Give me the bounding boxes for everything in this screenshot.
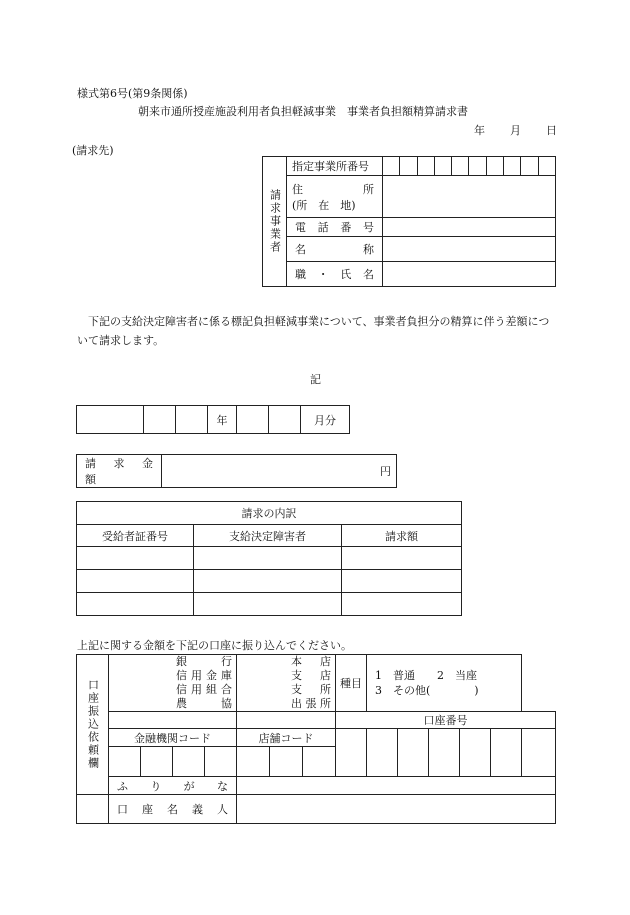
name-label: 名 称 [287,237,383,262]
designated-number-cell[interactable] [434,157,451,176]
designated-number-label: 指定事業所番号 [287,157,383,176]
breakdown-table [76,501,462,616]
period-table [76,405,350,434]
address-label-2: (所 在 地) [292,198,356,212]
account-type-option-1: 1 普通 2 当座 [375,669,477,682]
institution-code-cell[interactable] [173,747,205,777]
institution-code-cell[interactable] [109,747,141,777]
form-title: 朝来市通所授産施設利用者負担軽減事業 事業者負担額精算請求書 [138,105,468,118]
claimant-section-label: 請求事業者 [263,157,287,287]
amount-label: 請 求 金 額 [77,455,162,488]
furigana-field[interactable] [237,777,556,795]
claim-amount-cell[interactable] [342,593,462,616]
transfer-note: 上記に関する金額を下記の口座に振り込んでください。 [77,639,352,652]
account-type-option-2: 3 その他( ) [375,684,479,697]
period-cell[interactable] [144,406,176,434]
account-number-cell[interactable] [336,729,367,777]
account-holder-label: 口 座 名 義 人 [109,795,237,824]
designated-number-cell[interactable] [521,157,538,176]
bank-type-cell[interactable] [109,655,237,712]
ki-label: 記 [310,373,321,386]
table-row [77,570,462,593]
account-number-label: 口座番号 [336,712,556,729]
account-holder-field[interactable] [237,795,556,824]
branch-type-cell[interactable] [237,655,336,712]
period-cell[interactable] [176,406,208,434]
date-month: 月 [510,124,521,137]
period-cell[interactable] [77,406,144,434]
branch-type-branch: 支 店 [291,669,331,682]
bank-type-shinkin: 信用金庫 [176,669,232,682]
designated-number-cell[interactable] [486,157,503,176]
furigana-label: ふ り が な [109,777,237,795]
branch-type-office: 出張所 [291,697,331,710]
breakdown-title: 請求の内訳 [77,502,462,525]
amount-table [76,454,397,488]
phone-label: 電 話 番 号 [287,218,383,237]
period-month-label: 月分 [301,406,350,434]
date-day: 日 [546,124,557,137]
addressee: (請求先) [72,144,114,157]
branch-code-cell[interactable] [237,747,270,777]
title-name-field[interactable] [383,262,556,287]
designated-number-cell[interactable] [400,157,417,176]
designated-number-cell[interactable] [417,157,434,176]
branch-code-cell[interactable] [303,747,336,777]
institution-code-cell[interactable] [141,747,173,777]
table-row [77,547,462,570]
branch-type-spacer [237,712,336,729]
bank-table [76,654,556,824]
period-cell[interactable] [269,406,301,434]
col-disabled-person: 支給決定障害者 [194,525,342,547]
account-number-cell[interactable] [398,729,429,777]
form-number: 様式第6号(第9条関係) [77,87,188,100]
disabled-person-cell[interactable] [194,547,342,570]
bank-type-bank: 銀 行 [176,655,232,668]
address-field[interactable] [383,176,556,218]
col-claim-amount: 請求額 [342,525,462,547]
designated-number-cell[interactable] [383,157,400,176]
disabled-person-cell[interactable] [194,570,342,593]
designated-number-cell[interactable] [452,157,469,176]
branch-type-sub: 支 所 [291,683,331,696]
claimant-table [262,156,556,287]
phone-field[interactable] [383,218,556,237]
claim-amount-cell[interactable] [342,547,462,570]
name-field[interactable] [383,237,556,262]
recipient-number-cell[interactable] [77,593,194,616]
recipient-number-cell[interactable] [77,547,194,570]
period-cell[interactable] [237,406,269,434]
institution-code-cell[interactable] [205,747,237,777]
account-type-options[interactable] [367,655,522,712]
disabled-person-cell[interactable] [194,593,342,616]
title-name-label: 職 ・ 氏 名 [287,262,383,287]
table-row [77,593,462,616]
bank-section-label: 口座振込依頼欄 [77,655,109,795]
bank-type-nokyo: 農 協 [176,697,232,710]
date-year: 年 [474,124,485,137]
account-number-cell[interactable] [491,729,522,777]
institution-code-label: 金融機関コード [109,729,237,747]
account-number-cell[interactable] [429,729,460,777]
designated-number-cell[interactable] [538,157,555,176]
address-label-1: 住 所 [292,182,374,196]
bank-type-shinkumi: 信用組合 [176,683,232,696]
branch-code-label: 店舗コード [237,729,336,747]
body-text: 下記の支給決定障害者に係る標記負担軽減事業について、事業者負担分の精算に伴う差額について請求します。 [77,315,550,347]
designated-number-cell[interactable] [469,157,486,176]
bank-section-label-tail [77,795,109,824]
branch-type-head: 本 店 [291,655,331,668]
col-recipient-number: 受給者証番号 [77,525,194,547]
amount-field[interactable]: 円 [162,455,397,488]
claim-amount-cell[interactable] [342,570,462,593]
account-number-cell[interactable] [522,729,556,777]
period-year-label: 年 [208,406,237,434]
account-type-label: 種目 [336,655,367,712]
account-number-cell[interactable] [367,729,398,777]
recipient-number-cell[interactable] [77,570,194,593]
designated-number-cell[interactable] [504,157,521,176]
branch-code-cell[interactable] [270,747,303,777]
account-number-cell[interactable] [460,729,491,777]
bank-type-spacer [109,712,237,729]
address-label [287,176,383,218]
